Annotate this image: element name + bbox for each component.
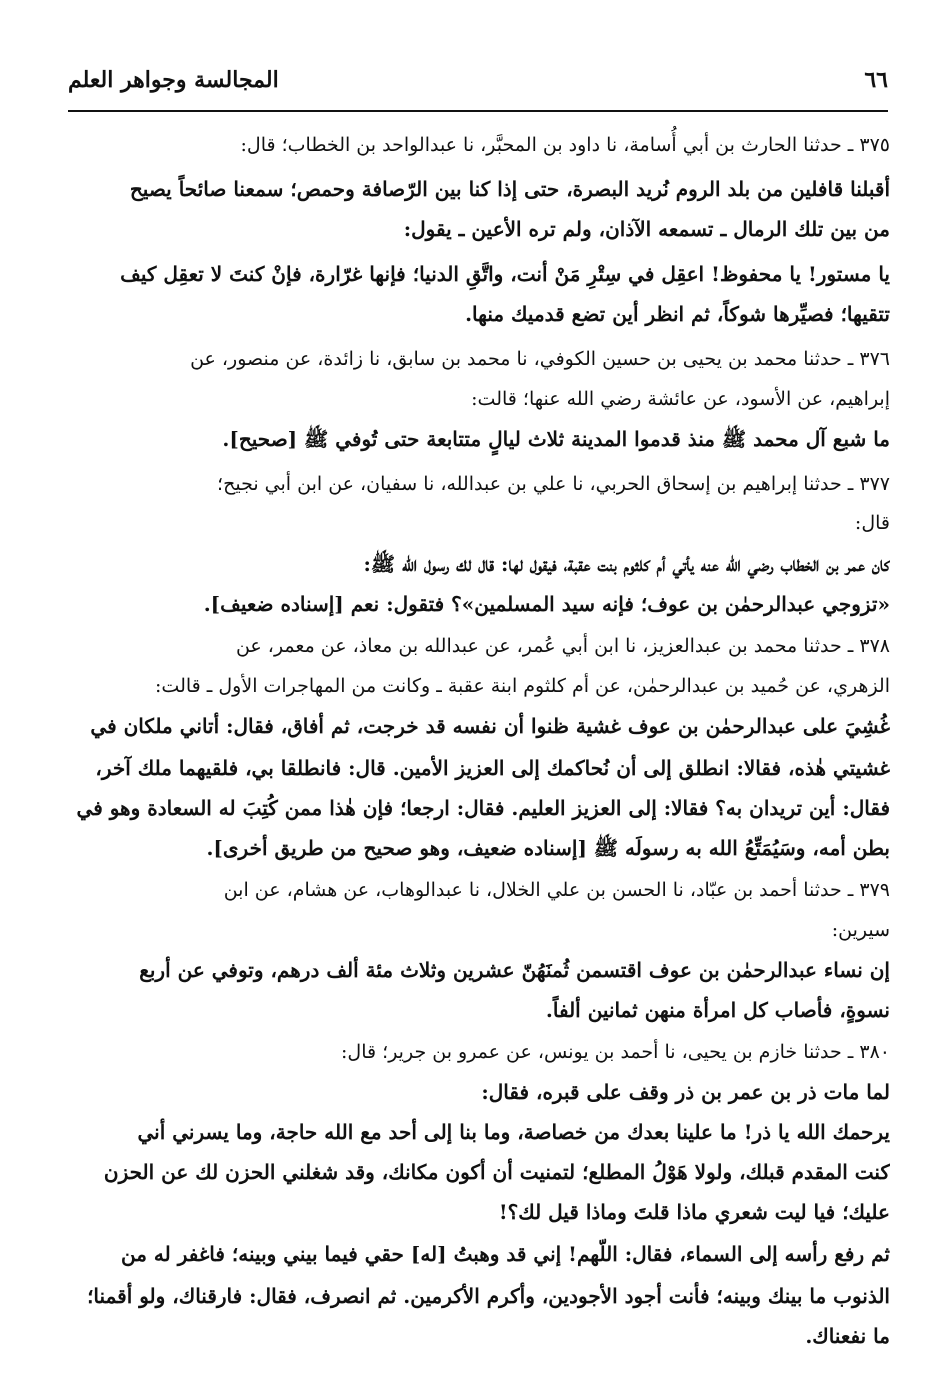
text-line: أقبلنا قافلين من بلد الروم نُريد البصرة، حتى إذا كنا بين الرّصافة وحمص؛ سمعنا صائحاً يصيح bbox=[129, 177, 890, 201]
text-line: ٣٧٥ ـ حدثنا الحارث بن أبي أُسامة، نا داود بن المحبَّر، نا عبدالواحد بن الخطاب؛ قال: bbox=[240, 134, 890, 156]
text-line: يرحمك الله يا ذر! ما علينا بعدك من خصاصة، وما بنا إلى أحد مع الله حاجة، وما يسرني أني bbox=[137, 1120, 890, 1144]
text-line: ما نفعناك. bbox=[805, 1324, 890, 1348]
text-line: لما مات ذر بن عمر بن ذر وقف على قبره، فقال: bbox=[481, 1080, 890, 1104]
text-line: نسوةٍ، فأصاب كل امرأة منهن ثمانين ألفاً. bbox=[545, 998, 890, 1022]
text-line: ٣٧٦ ـ حدثنا محمد بن يحيى بن حسين الكوفي، نا محمد بن سابق، نا زائدة، عن منصور، عن bbox=[190, 348, 890, 370]
text-line: فقال: أين تريدان به؟ فقالا: إلى العزيز العليم. فقال: ارجعا؛ فإن هٰذا ممن كُتِبَ له السعادة وهو في bbox=[76, 796, 890, 820]
text-line: ما شبع آل محمد ﷺ منذ قدموا المدينة ثلاث ليالٍ متتابعة حتى تُوفي ﷺ [صحيح]. bbox=[222, 427, 890, 451]
text-line: ٣٨٠ ـ حدثنا خازم بن يحيى، نا أحمد بن يونس، عن عمرو بن جرير؛ قال: bbox=[341, 1041, 890, 1063]
text-line: قال: bbox=[854, 512, 890, 534]
text-line: كان عمر بن الخطاب رضي الله عنه يأتي أم كلثوم بنت عقبة، فيقول لها: قال لك رسول الله ﷺ: bbox=[363, 552, 890, 576]
text-line: عليك؛ فيا ليت شعري ماذا قلتَ وماذا قيل لك؟! bbox=[498, 1200, 890, 1224]
text-line: سيرين: bbox=[831, 919, 890, 941]
text-line: ٣٧٨ ـ حدثنا محمد بن عبدالعزيز، نا ابن أبي عُمر، عن عبدالله بن معاذ، عن معمر، عن bbox=[235, 635, 890, 657]
text-line: إبراهيم، عن الأسود، عن عائشة رضي الله عنها؛ قالت: bbox=[471, 388, 890, 410]
text-line: «تزوجي عبدالرحمٰن بن عوف؛ فإنه سيد المسلمين»؟ فتقول: نعم [إسناده ضعيف]. bbox=[203, 592, 890, 616]
book-title: المجالسة وجواهر العلم bbox=[68, 67, 279, 93]
text-line: ثم رفع رأسه إلى السماء، فقال: اللّهم! إني قد وهبتُ [له] حقي فيما بيني وبينه؛ فاغفر له من bbox=[121, 1242, 890, 1266]
text-line: يا مستور! يا محفوظ! اعقِل في سِتْرِ مَنْ أنت، واتَّقِ الدنيا؛ فإنها غرّارة، فإنْ كنتَ لا تعقِل كيف bbox=[120, 262, 890, 286]
text-line: من بين تلك الرمال ـ تسمعه الآذان، ولم تره الأعين ـ يقول: bbox=[403, 217, 890, 241]
text-line: ٣٧٧ ـ حدثنا إبراهيم بن إسحاق الحربي، نا علي بن عبدالله، نا سفيان، عن ابن أبي نجيح؛ bbox=[217, 473, 890, 495]
text-line: كنت المقدم قبلك، ولولا هَوْلُ المطلع؛ لتمنيت أن أكون مكانك، وقد شغلني الحزن لك عن الحزن bbox=[103, 1160, 890, 1184]
page-header bbox=[68, 60, 888, 100]
text-line: ٣٧٩ ـ حدثنا أحمد بن عبّاد، نا الحسن بن علي الخلال، نا عبدالوهاب، عن هشام، عن ابن bbox=[223, 879, 890, 901]
text-line: الذنوب ما بينك وبينه؛ فأنت أجود الأجودين، وأكرم الأكرمين. ثم انصرف، فقال: فارقناك، ولو أقمنا؛ bbox=[87, 1284, 890, 1308]
text-line: غُشِيَ على عبدالرحمٰن بن عوف غشية ظنوا أن نفسه قد خرجت، ثم أفاق، فقال: أتاني ملكان في bbox=[90, 714, 890, 738]
text-line: تتقيها؛ فصيِّرها شوكاً، ثم انظر أين تضع قدميك منها. bbox=[465, 302, 890, 326]
text-line: إن نساء عبدالرحمٰن بن عوف اقتسمن ثُمنَهُنّ عشرين وثلاث مئة ألف درهم، وتوفي عن أربع bbox=[139, 958, 890, 982]
header-rule bbox=[68, 110, 888, 112]
text-line: بطن أمه، وسَيُمَتِّعُ الله به رسولَه ﷺ [إسناده ضعيف، وهو صحيح من طريق أخرى]. bbox=[206, 836, 890, 860]
text-line: الزهري، عن حُميد بن عبدالرحمٰن، عن أم كلثوم ابنة عقبة ـ وكانت من المهاجرات الأول ـ قالت: bbox=[155, 675, 890, 697]
page-number: ٦٦ bbox=[864, 67, 888, 93]
text-line: غشيتي هٰذه، فقالا: انطلق إلى أن نُحاكمك إلى العزيز الأمين. قال: فانطلقا بي، فلقيهما ملك آخر، bbox=[95, 756, 890, 780]
